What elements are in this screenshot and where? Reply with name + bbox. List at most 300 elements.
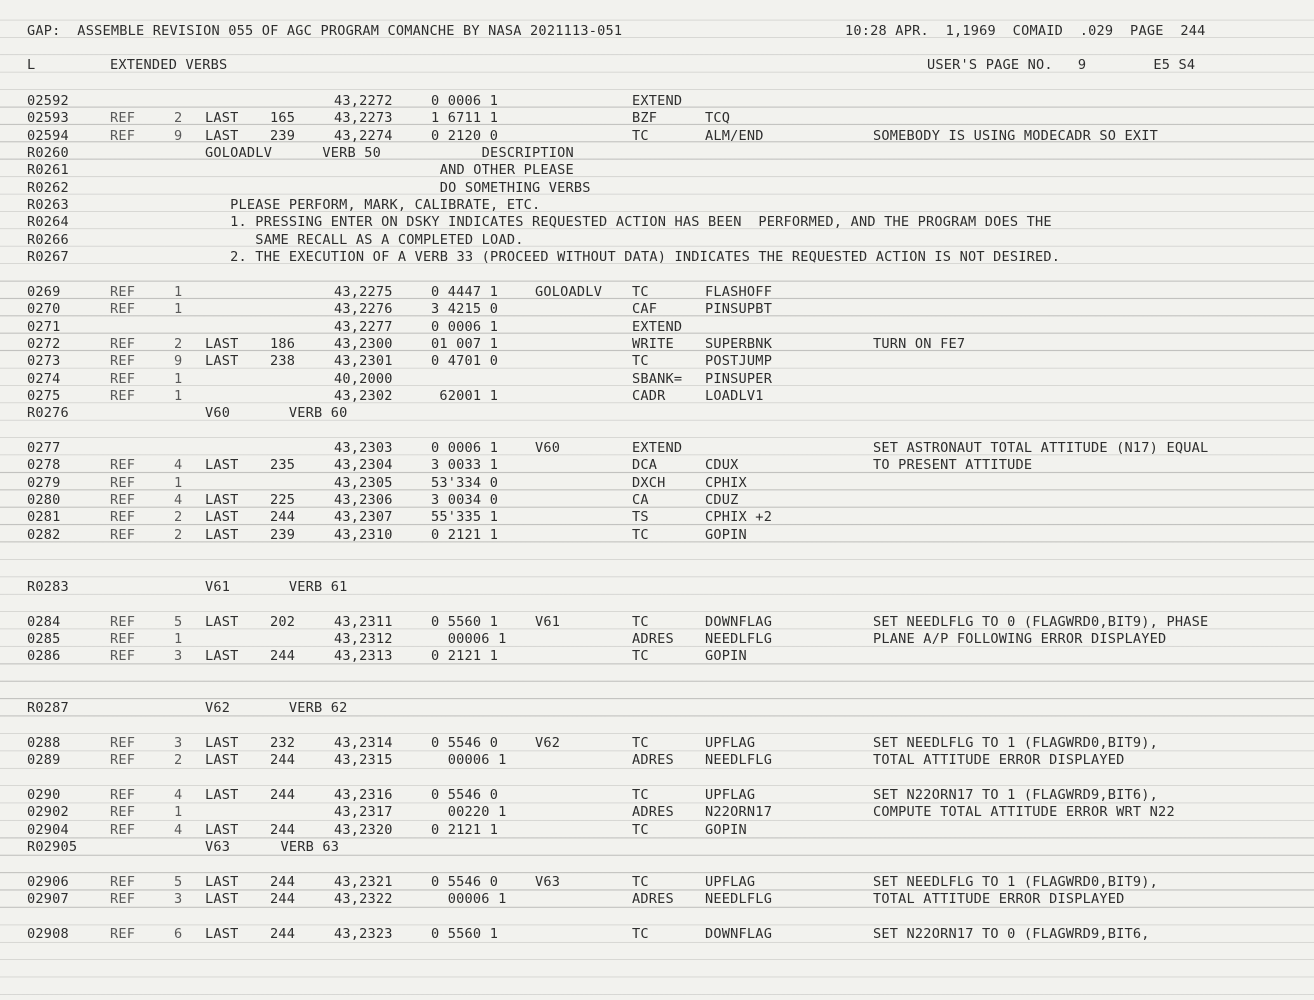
last-marker: LAST: [205, 492, 239, 509]
section-letter: L: [27, 57, 36, 73]
blank-line: [0, 718, 1314, 735]
ref-marker: REF: [110, 804, 136, 821]
opcode: EXTEND: [632, 440, 683, 456]
sequence-number: 0269: [27, 283, 61, 300]
last-line-number: 244: [270, 821, 296, 838]
remark-line: [0, 839, 1314, 856]
sequence-number: 02593: [27, 110, 69, 127]
ref-marker: REF: [110, 891, 136, 908]
ref-marker: REF: [110, 925, 136, 942]
sequence-number: 0286: [27, 648, 61, 665]
opcode: TC: [632, 821, 649, 838]
comment: PLANE A/P FOLLOWING ERROR DISPLAYED: [873, 630, 1167, 647]
memory-address: 43,2313: [334, 648, 393, 665]
listing-row: [0, 371, 1314, 388]
sequence-number: R0260: [27, 145, 69, 162]
last-line-number: 244: [270, 648, 296, 665]
blank-line: [0, 596, 1314, 613]
operand: DOWNFLAG: [705, 925, 773, 942]
opcode: TC: [632, 127, 649, 144]
ref-count: 2: [174, 509, 183, 526]
sequence-number: 0282: [27, 526, 61, 543]
sequence-number: R0276: [27, 405, 69, 422]
remark-line: [0, 405, 1314, 422]
ref-count: 6: [174, 925, 183, 942]
opcode: ADRES: [632, 630, 674, 647]
opcode: TC: [632, 613, 649, 630]
last-line-number: 239: [270, 526, 296, 543]
last-marker: LAST: [205, 821, 239, 838]
opcode: CAF: [632, 301, 658, 318]
last-line-number: 165: [270, 110, 296, 127]
listing-row: [0, 822, 1314, 839]
remark-line: [0, 197, 1314, 214]
remark-text: PLEASE PERFORM, MARK, CALIBRATE, ETC.: [205, 197, 541, 214]
ref-count: 4: [174, 821, 183, 838]
opcode: TC: [632, 873, 649, 890]
comment: TOTAL ATTITUDE ERROR DISPLAYED: [873, 752, 1125, 769]
remark-line: [0, 700, 1314, 717]
operand: POSTJUMP: [705, 353, 773, 370]
memory-address: 43,2321: [334, 873, 393, 890]
object-code: 0 4447 1: [431, 283, 499, 300]
sequence-number: 0284: [27, 613, 61, 630]
opcode: TC: [632, 734, 649, 751]
opcode: ADRES: [632, 891, 674, 908]
last-line-number: 186: [270, 335, 296, 352]
memory-address: 43,2272: [334, 93, 393, 109]
object-code: 0 2121 1: [431, 526, 499, 543]
object-code: 55'335 1: [431, 509, 499, 526]
object-code: 00006 1: [431, 752, 507, 769]
ref-count: 9: [174, 353, 183, 370]
ref-marker: REF: [110, 752, 136, 769]
ref-marker: REF: [110, 787, 136, 803]
last-marker: LAST: [205, 509, 239, 526]
opcode: EXTEND: [632, 93, 683, 109]
object-code: 0 5560 1: [431, 613, 499, 630]
sequence-number: 0289: [27, 752, 61, 769]
listing-row: [0, 614, 1314, 631]
ref-marker: REF: [110, 110, 136, 127]
memory-address: 43,2317: [334, 804, 393, 821]
listing-row: [0, 388, 1314, 405]
listing-row: [0, 631, 1314, 648]
last-marker: LAST: [205, 734, 239, 751]
code-label: V62: [535, 734, 561, 751]
sequence-number: 0288: [27, 734, 61, 751]
listing-title: GAP: ASSEMBLE REVISION 055 OF AGC PROGRAM COMANCHE BY NASA 2021113-051: [27, 23, 623, 39]
object-code: 0 5546 0: [431, 873, 499, 890]
memory-address: 43,2305: [334, 474, 393, 491]
code-label: GOLOADLV: [535, 283, 603, 300]
opcode: SBANK=: [632, 370, 683, 387]
ref-marker: REF: [110, 648, 136, 665]
memory-address: 43,2314: [334, 734, 393, 751]
object-code: 0 0006 1: [431, 93, 499, 109]
operand: FLASHOFF: [705, 283, 773, 300]
object-code: 62001 1: [431, 387, 499, 404]
blank-line: [0, 423, 1314, 440]
object-code: 0 2120 0: [431, 127, 499, 144]
memory-address: 43,2274: [334, 127, 393, 144]
opcode: ADRES: [632, 804, 674, 821]
object-code: 53'334 0: [431, 474, 499, 491]
memory-address: 43,2302: [334, 387, 393, 404]
remark-text: V60 VERB 60: [205, 405, 348, 422]
sequence-number: 0277: [27, 440, 61, 456]
remark-text: V61 VERB 61: [205, 578, 348, 595]
listing-row: [0, 110, 1314, 127]
object-code: 0 5546 0: [431, 787, 499, 803]
listing-row: [0, 336, 1314, 353]
sequence-number: R0266: [27, 231, 69, 248]
sequence-number: 02594: [27, 127, 69, 144]
ref-count: 1: [174, 630, 183, 647]
code-label: V61: [535, 613, 561, 630]
remark-line: [0, 214, 1314, 231]
comment: SET ASTRONAUT TOTAL ATTITUDE (N17) EQUAL: [873, 440, 1209, 456]
ref-marker: REF: [110, 873, 136, 890]
last-marker: LAST: [205, 613, 239, 630]
last-marker: LAST: [205, 873, 239, 890]
remark-text: DO SOMETHING VERBS: [205, 179, 591, 196]
last-marker: LAST: [205, 526, 239, 543]
opcode: TC: [632, 925, 649, 942]
last-marker: LAST: [205, 127, 239, 144]
last-line-number: 238: [270, 353, 296, 370]
operand: LOADLV1: [705, 387, 764, 404]
ref-marker: REF: [110, 734, 136, 751]
operand: UPFLAG: [705, 787, 756, 803]
sequence-number: 0273: [27, 353, 61, 370]
opcode: WRITE: [632, 335, 674, 352]
listing-timestamp: 10:28 APR. 1,1969 COMAID .029 PAGE 244: [845, 23, 1206, 39]
sequence-number: 02904: [27, 821, 69, 838]
blank-line: [0, 908, 1314, 925]
remark-line: [0, 162, 1314, 179]
ref-marker: REF: [110, 821, 136, 838]
blank-line: [0, 544, 1314, 561]
operand: UPFLAG: [705, 873, 756, 890]
object-code: 0 4701 0: [431, 353, 499, 370]
memory-address: 43,2306: [334, 492, 393, 509]
last-line-number: 244: [270, 891, 296, 908]
ref-count: 2: [174, 526, 183, 543]
object-code: 0 2121 1: [431, 821, 499, 838]
operand: CPHIX: [705, 474, 747, 491]
blank-line: [0, 666, 1314, 683]
operand: GOPIN: [705, 526, 747, 543]
ref-marker: REF: [110, 509, 136, 526]
ref-count: 1: [174, 474, 183, 491]
ref-marker: REF: [110, 127, 136, 144]
last-line-number: 225: [270, 492, 296, 509]
opcode: TC: [632, 526, 649, 543]
memory-address: 43,2277: [334, 318, 393, 335]
memory-address: 43,2304: [334, 457, 393, 474]
listing-row: [0, 787, 1314, 804]
memory-address: 43,2320: [334, 821, 393, 838]
operand: ALM/END: [705, 127, 764, 144]
ref-marker: REF: [110, 335, 136, 352]
memory-address: 43,2312: [334, 630, 393, 647]
listing-row: [0, 319, 1314, 336]
ref-count: 1: [174, 283, 183, 300]
ref-marker: REF: [110, 526, 136, 543]
last-line-number: 232: [270, 734, 296, 751]
sequence-number: 0290: [27, 787, 61, 803]
listing-row: [0, 509, 1314, 526]
opcode: TS: [632, 509, 649, 526]
comment: SOMEBODY IS USING MODECADR SO EXIT: [873, 127, 1159, 144]
operand: PINSUPER: [705, 370, 773, 387]
page-header: [0, 23, 1314, 40]
listing-row: [0, 128, 1314, 145]
blank-line: [0, 267, 1314, 284]
last-marker: LAST: [205, 335, 239, 352]
object-code: 1 6711 1: [431, 110, 499, 127]
ref-count: 5: [174, 873, 183, 890]
ref-marker: REF: [110, 630, 136, 647]
ref-count: 4: [174, 457, 183, 474]
sequence-number: 0281: [27, 509, 61, 526]
listing-row: [0, 891, 1314, 908]
operand: TCQ: [705, 110, 731, 127]
sequence-number: R0287: [27, 700, 69, 717]
sequence-number: 0274: [27, 370, 61, 387]
object-code: 00006 1: [431, 630, 507, 647]
sequence-number: 0275: [27, 387, 61, 404]
sequence-number: 02902: [27, 804, 69, 821]
memory-address: 43,2323: [334, 925, 393, 942]
last-line-number: 244: [270, 752, 296, 769]
blank-line: [0, 561, 1314, 578]
ref-marker: REF: [110, 474, 136, 491]
opcode: ADRES: [632, 752, 674, 769]
ref-count: 2: [174, 335, 183, 352]
memory-address: 43,2322: [334, 891, 393, 908]
sequence-number: 02907: [27, 891, 69, 908]
ref-count: 3: [174, 734, 183, 751]
opcode: DCA: [632, 457, 658, 474]
listing-row: [0, 492, 1314, 509]
object-code: 0 2121 1: [431, 648, 499, 665]
remark-text: AND OTHER PLEASE: [205, 162, 574, 179]
blank-line: [0, 770, 1314, 787]
sequence-number: R0264: [27, 214, 69, 231]
ref-count: 4: [174, 787, 183, 803]
remark-text: 1. PRESSING ENTER ON DSKY INDICATES REQUESTED ACTION HAS BEEN PERFORMED, AND THE PROGRAM DOES THE: [205, 214, 1052, 231]
sequence-number: 0280: [27, 492, 61, 509]
memory-address: 43,2301: [334, 353, 393, 370]
object-code: 3 4215 0: [431, 301, 499, 318]
opcode: CA: [632, 492, 649, 509]
sequence-number: 0270: [27, 301, 61, 318]
opcode: TC: [632, 787, 649, 803]
object-code: 00220 1: [431, 804, 507, 821]
comment: SET NEEDLFLG TO 1 (FLAGWRD0,BIT9),: [873, 873, 1159, 890]
operand: CPHIX +2: [705, 509, 773, 526]
remark-text: SAME RECALL AS A COMPLETED LOAD.: [205, 231, 524, 248]
opcode: DXCH: [632, 474, 666, 491]
listing-row: [0, 874, 1314, 891]
operand: DOWNFLAG: [705, 613, 773, 630]
comment: SET N22ORN17 TO 1 (FLAGWRD9,BIT6),: [873, 787, 1159, 803]
comment: SET NEEDLFLG TO 1 (FLAGWRD0,BIT9),: [873, 734, 1159, 751]
object-code: 3 0033 1: [431, 457, 499, 474]
blank-line: [0, 683, 1314, 700]
memory-address: 43,2303: [334, 440, 393, 456]
memory-address: 43,2311: [334, 613, 393, 630]
sequence-number: R02905: [27, 839, 78, 856]
remark-line: [0, 579, 1314, 596]
sequence-number: 0285: [27, 630, 61, 647]
operand: N22ORN17: [705, 804, 773, 821]
ref-count: 4: [174, 492, 183, 509]
code-label: V63: [535, 873, 561, 890]
section-header: [0, 57, 1314, 74]
operand: CDUX: [705, 457, 739, 474]
last-line-number: 244: [270, 873, 296, 890]
ref-marker: REF: [110, 353, 136, 370]
remark-text: V63 VERB 63: [205, 839, 340, 856]
blank-line: [0, 856, 1314, 873]
ref-count: 1: [174, 370, 183, 387]
ref-marker: REF: [110, 301, 136, 318]
last-marker: LAST: [205, 752, 239, 769]
sequence-number: R0263: [27, 197, 69, 214]
ref-marker: REF: [110, 370, 136, 387]
sequence-number: 0272: [27, 335, 61, 352]
last-marker: LAST: [205, 110, 239, 127]
ref-count: 5: [174, 613, 183, 630]
ref-count: 1: [174, 387, 183, 404]
operand: UPFLAG: [705, 734, 756, 751]
ref-count: 3: [174, 648, 183, 665]
memory-address: 43,2300: [334, 335, 393, 352]
listing-row: [0, 735, 1314, 752]
memory-address: 43,2307: [334, 509, 393, 526]
last-line-number: 244: [270, 787, 296, 803]
last-marker: LAST: [205, 457, 239, 474]
sequence-number: R0267: [27, 249, 69, 266]
opcode: TC: [632, 353, 649, 370]
sequence-number: 02908: [27, 925, 69, 942]
object-code: 0 0006 1: [431, 318, 499, 335]
ref-marker: REF: [110, 283, 136, 300]
last-line-number: 244: [270, 925, 296, 942]
memory-address: 43,2316: [334, 787, 393, 803]
sequence-number: 02906: [27, 873, 69, 890]
section-title: EXTENDED VERBS: [110, 57, 228, 73]
listing-row: [0, 353, 1314, 370]
ref-marker: REF: [110, 457, 136, 474]
listing-row: [0, 804, 1314, 821]
ref-marker: REF: [110, 613, 136, 630]
ref-count: 2: [174, 752, 183, 769]
last-line-number: 239: [270, 127, 296, 144]
opcode: BZF: [632, 110, 658, 127]
last-marker: LAST: [205, 787, 239, 803]
listing-row: [0, 475, 1314, 492]
opcode: CADR: [632, 387, 666, 404]
ref-count: 3: [174, 891, 183, 908]
listing-row: [0, 648, 1314, 665]
object-code: 0 0006 1: [431, 440, 499, 456]
ref-marker: REF: [110, 492, 136, 509]
ref-count: 1: [174, 301, 183, 318]
operand: GOPIN: [705, 821, 747, 838]
operand: NEEDLFLG: [705, 630, 773, 647]
listing-row: [0, 284, 1314, 301]
opcode: EXTEND: [632, 318, 683, 335]
ref-count: 2: [174, 110, 183, 127]
sequence-number: 0279: [27, 474, 61, 491]
comment: COMPUTE TOTAL ATTITUDE ERROR WRT N22: [873, 804, 1175, 821]
memory-address: 43,2315: [334, 752, 393, 769]
remark-text: 2. THE EXECUTION OF A VERB 33 (PROCEED WITHOUT DATA) INDICATES THE REQUESTED ACTION IS NOT DESIRED.: [205, 249, 1061, 266]
operand: CDUZ: [705, 492, 739, 509]
object-code: 00006 1: [431, 891, 507, 908]
operand: NEEDLFLG: [705, 891, 773, 908]
code-label: V60: [535, 440, 561, 456]
sequence-number: R0262: [27, 179, 69, 196]
object-code: 01 007 1: [431, 335, 499, 352]
users-page-number: USER'S PAGE NO. 9 E5 S4: [927, 57, 1196, 73]
remark-line: [0, 145, 1314, 162]
operand: PINSUPBT: [705, 301, 773, 318]
operand: GOPIN: [705, 648, 747, 665]
operand: NEEDLFLG: [705, 752, 773, 769]
operand: SUPERBNK: [705, 335, 773, 352]
last-marker: LAST: [205, 891, 239, 908]
memory-address: 43,2276: [334, 301, 393, 318]
last-line-number: 244: [270, 509, 296, 526]
remark-line: [0, 180, 1314, 197]
listing-row: [0, 440, 1314, 457]
last-line-number: 235: [270, 457, 296, 474]
remark-text: V62 VERB 62: [205, 700, 348, 717]
listing-row: [0, 457, 1314, 474]
ref-count: 9: [174, 127, 183, 144]
last-marker: LAST: [205, 353, 239, 370]
last-line-number: 202: [270, 613, 296, 630]
object-code: 3 0034 0: [431, 492, 499, 509]
sequence-number: 02592: [27, 93, 69, 109]
sequence-number: R0261: [27, 162, 69, 179]
remark-line: [0, 232, 1314, 249]
memory-address: 43,2310: [334, 526, 393, 543]
opcode: TC: [632, 648, 649, 665]
opcode: TC: [632, 283, 649, 300]
comment: SET N22ORN17 TO 0 (FLAGWRD9,BIT6,: [873, 925, 1150, 942]
sequence-number: 0271: [27, 318, 61, 335]
listing-row: [0, 93, 1314, 110]
memory-address: 43,2275: [334, 283, 393, 300]
remark-line: [0, 249, 1314, 266]
comment: TURN ON FE7: [873, 335, 966, 352]
listing-row: [0, 527, 1314, 544]
last-marker: LAST: [205, 925, 239, 942]
comment: TOTAL ATTITUDE ERROR DISPLAYED: [873, 891, 1125, 908]
listing-row: [0, 926, 1314, 943]
comment: TO PRESENT ATTITUDE: [873, 457, 1033, 474]
ref-count: 1: [174, 804, 183, 821]
listing-row: [0, 752, 1314, 769]
ref-marker: REF: [110, 387, 136, 404]
memory-address: 43,2273: [334, 110, 393, 127]
